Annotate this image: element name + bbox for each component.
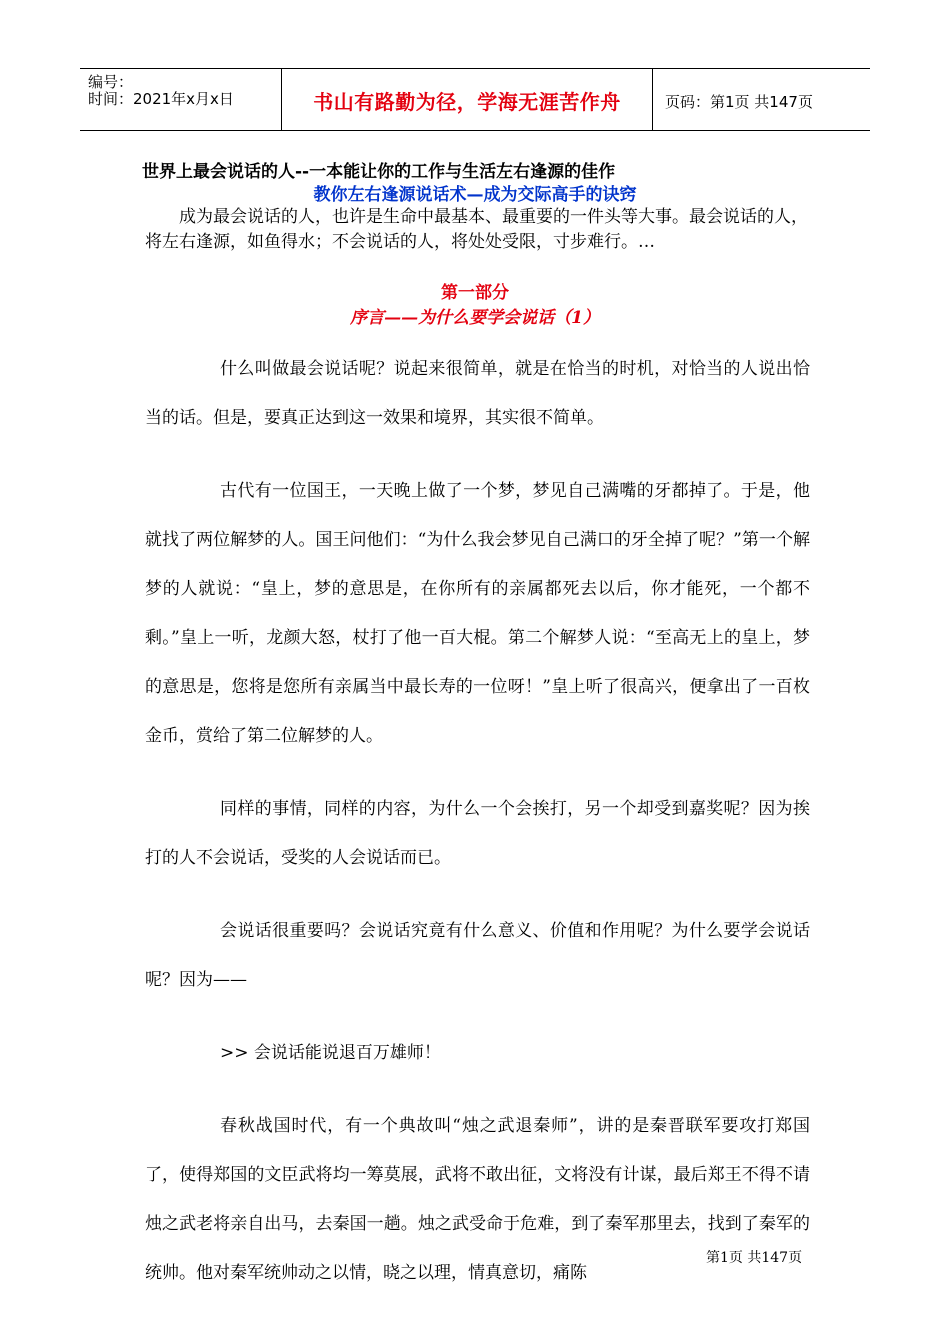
document-title: 世界上最会说话的人--一本能让你的工作与生活左右逢源的佳作 bbox=[142, 162, 616, 182]
part-heading: 第一部分 bbox=[441, 283, 509, 303]
paragraph: 同样的事情，同样的内容，为什么一个会挨打，另一个却受到嘉奖呢？因为挨打的人不会说话，受奖的人会说话而已。 bbox=[145, 799, 810, 868]
header-motto-cell bbox=[282, 69, 653, 130]
page-footer: 第1页 共147页 bbox=[706, 1250, 803, 1266]
motto: 书山有路勤为径，学海无涯苦作舟 bbox=[313, 90, 621, 114]
header-page-cell bbox=[653, 69, 870, 130]
page-info: 页码：第1页 共147页 bbox=[665, 93, 813, 111]
section-heading: 序言——为什么要学会说话（1） bbox=[350, 308, 600, 328]
subheading-paragraph: >> 会说话能说退百万雄师！ bbox=[220, 1043, 441, 1063]
header-meta-cell bbox=[80, 69, 282, 130]
document-subtitle: 教你左右逢源说话术—成为交际高手的诀窍 bbox=[313, 185, 637, 205]
body-text bbox=[145, 345, 810, 1322]
intro-paragraph: 成为最会说话的人，也许是生命中最基本、最重要的一件头等大事。最会说话的人，将左右逢源，如鱼得水；不会说话的人，将处处受限，寸步难行。… bbox=[145, 207, 808, 252]
paragraph: 春秋战国时代，有一个典故叫“烛之武退秦师”，讲的是秦晋联军要攻打郑国了，使得郑国的文臣武将均一筹莫展，武将不敢出征，文将没有计谋，最后郑王不得不请烛之武老将亲自出马，去秦国一趟。烛之武受命于危难，到了秦军那里去，找到了秦军的统帅。他对秦军统帅动之以情，晓之以理，情真意切，痛陈 bbox=[145, 1116, 810, 1283]
paragraph: 古代有一位国王，一天晚上做了一个梦，梦见自己满嘴的牙都掉了。于是，他就找了两位解梦的人。国王问他们：“为什么我会梦见自己满口的牙全掉了呢？”第一个解梦的人就说：“皇上，梦的意思是，在你所有的亲属都死去以后，你才能死，一个都不剩。”皇上一听，龙颜大怒，杖打了他一百大棍。第二个解梦人说：“至高无上的皇上，梦的意思是，您将是您所有亲属当中最长寿的一位呀！”皇上听了很高兴，便拿出了一百枚金币，赏给了第二位解梦的人。 bbox=[145, 481, 810, 746]
header-table bbox=[80, 68, 870, 131]
paragraph: 会说话很重要吗？会说话究竟有什么意义、价值和作用呢？为什么要学会说话呢？因为—— bbox=[145, 921, 810, 990]
number-label: 编号： bbox=[88, 73, 134, 91]
paragraph: 什么叫做最会说话呢？说起来很简单，就是在恰当的时机，对恰当的人说出恰当的话。但是，要真正达到这一效果和境界，其实很不简单。 bbox=[145, 359, 810, 428]
time-label: 时间：2021年x月x日 bbox=[88, 90, 234, 108]
